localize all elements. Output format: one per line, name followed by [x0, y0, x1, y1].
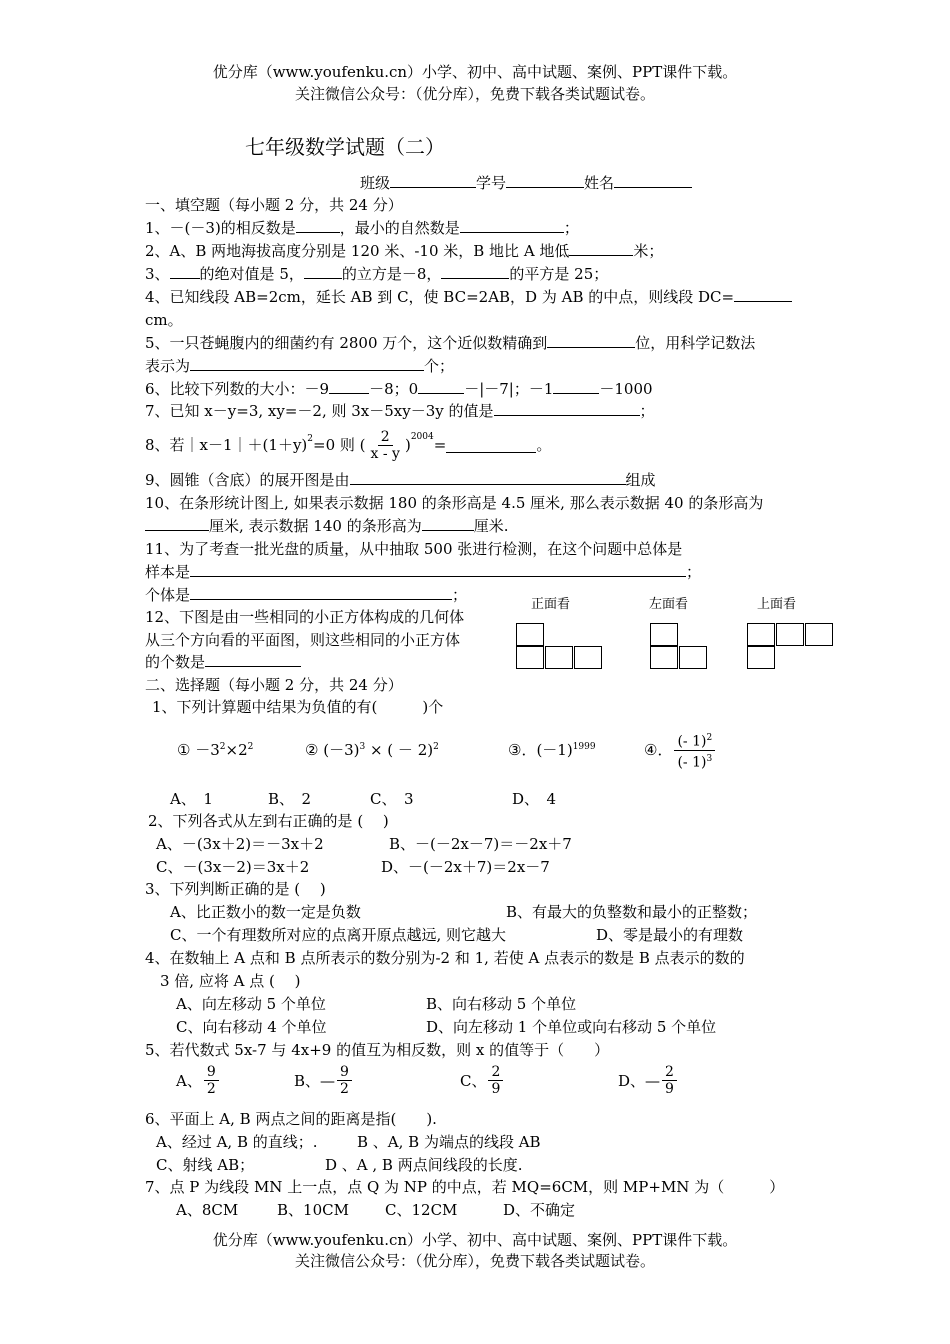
header-line-1: 优分库（www.youfenku.cn）小学、初中、高中试题、案例、PPT课件下载。 [212, 63, 738, 81]
s1-q4: 4、已知线段 AB=2cm，延长 AB 到 C，使 BC=2AB，D 为 AB 的中点，则线段 DC= [145, 287, 792, 307]
s2-q1-choice-d[interactable]: D、 4 [512, 790, 557, 808]
s2-q6-stem: 6、平面上 A, B 两点之间的距离是指( ). [145, 1110, 437, 1128]
left-view-label: 左面看 [649, 597, 689, 612]
s2-q4-choice-c[interactable]: C、向右移动 4 个单位 [176, 1018, 327, 1036]
s2-q3-choice-a[interactable]: A、比正数小的数一定是负数 [170, 903, 361, 921]
s1-q5: 5、一只苍蝇腹内的细菌约有 2800 万个，这个近似数精确到 位，用科学记数法 [145, 334, 756, 352]
s2-q3-choice-d[interactable]: D、零是最小的有理数 [596, 926, 744, 944]
answer-blank[interactable] [569, 241, 633, 256]
answer-blank[interactable] [460, 218, 564, 233]
view-square [650, 646, 678, 669]
student-info-line [360, 173, 692, 193]
view-square [650, 623, 678, 646]
s2-q7-stem: 7、点 P 为线段 MN 上一点，点 Q 为 NP 的中点，若 MQ=6CM，则 MP+MN 为（ ） [145, 1178, 785, 1196]
answer-blank[interactable] [350, 470, 626, 485]
s2-q4-choice-d[interactable]: D、向左移动 1 个单位或向右移动 5 个单位 [426, 1018, 717, 1036]
footer-line-1: 优分库（www.youfenku.cn）小学、初中、高中试题、案例、PPT课件下载。 [212, 1231, 738, 1249]
answer-blank[interactable] [205, 652, 301, 667]
s1-q3: 3、 的绝对值是 5， 的立方是－8， 的平方是 25； [145, 265, 609, 283]
view-square [545, 646, 573, 669]
s1-q11-sample: 样本是 ； [145, 563, 702, 581]
answer-blank[interactable] [494, 401, 640, 416]
answer-blank[interactable] [170, 264, 200, 279]
s1-q12-line2: 从三个方向看的平面图，则这些相同的小正方体 [145, 631, 461, 649]
view-square [516, 646, 544, 669]
answer-blank[interactable] [446, 438, 536, 453]
s2-q5-stem: 5、若代数式 5x-7 与 4x+9 的值互为相反数，则 x 的值等于（ ） [145, 1041, 610, 1059]
s2-q2-choice-a[interactable]: A、－(3x＋2)＝－3x＋2 [156, 835, 324, 853]
s1-q12-line1: 12、下图是由一些相同的小正方体构成的几何体 [145, 608, 465, 626]
s1-q11-individual: 个体是 ； [145, 586, 468, 604]
s2-q6-choice-b[interactable]: B 、A, B 为端点的线段 AB [357, 1133, 541, 1151]
s2-q6-choice-c[interactable]: C、射线 AB； [156, 1156, 255, 1174]
s2-q1-choice-a[interactable]: A、 1 [170, 790, 213, 808]
s2-q4-choice-a[interactable]: A、向左移动 5 个单位 [176, 995, 326, 1013]
s2-q2-choice-d[interactable]: D、－(－2x＋7)＝2x－7 [381, 858, 550, 876]
fraction: $\frac{(- 1)^2}{(- 1)^3}$ [674, 730, 715, 770]
s2-q7-choice-a[interactable]: A、8CM [176, 1201, 239, 1219]
s2-q3-choice-b[interactable]: B、有最大的负整数和最小的正整数； [506, 903, 758, 921]
s1-q10-cont: 厘米, 表示数据 140 的条形高为 厘米. [145, 516, 509, 536]
answer-blank[interactable] [190, 585, 452, 600]
s2-q4-choice-b[interactable]: B、向右移动 5 个单位 [426, 995, 577, 1013]
s1-q5-cont: 表示为 个； [145, 357, 455, 375]
s2-q1-stem: 1、下列计算题中结果为负值的有( )个 [152, 698, 444, 716]
s2-q1-option1: ① $-3^2\times 2^2$ [177, 741, 254, 759]
s2-q6-choice-a[interactable]: A、经过 A, B 的直线；. [156, 1133, 318, 1151]
answer-blank[interactable] [422, 516, 474, 531]
s2-q5-choice-c[interactable]: C、 $\frac{2}{9}$ [460, 1064, 505, 1097]
s1-q2: 2、A、B 两地海拔高度分别是 120 米、-10 米，B 地比 A 地低 米； [145, 242, 664, 260]
s2-q1-option2: ② $(-3)^3$ × ( － 2)$^2$ [305, 741, 439, 759]
s2-q3-choice-c[interactable]: C、一个有理数所对应的点离开原点越远, 则它越大 [170, 926, 507, 944]
answer-blank[interactable] [734, 287, 792, 302]
fraction: $\frac{2}{x - y}$ [370, 428, 400, 462]
s2-q7-choice-d[interactable]: D、不确定 [503, 1201, 576, 1219]
s2-q4-stem-cont: 3 倍, 应将 A 点 ( ) [160, 972, 301, 990]
view-square [747, 646, 775, 669]
s2-q3-stem: 3、下列判断正确的是 ( ) [145, 880, 326, 898]
front-view-label: 正面看 [531, 597, 571, 612]
answer-blank[interactable] [190, 356, 424, 371]
s2-q1-option4: ④． $\frac{(- 1)^2}{(- 1)^3}$ [644, 730, 717, 770]
answer-blank[interactable] [145, 516, 209, 531]
s1-q11: 11、为了考查一批光盘的质量，从中抽取 500 张进行检测，在这个问题中总体是 [145, 540, 683, 558]
s2-q1-option3: ③．$(-1)^{1999}$ [508, 741, 596, 759]
number-label: 学号 [476, 174, 507, 192]
s2-q5-choice-a[interactable]: A、 $\frac{9}{2}$ [176, 1064, 221, 1097]
s2-q5-choice-b[interactable]: B、— $\frac{9}{2}$ [294, 1064, 354, 1097]
s2-q2-choice-c[interactable]: C、－(3x－2)＝3x＋2 [156, 858, 310, 876]
class-blank[interactable] [390, 173, 476, 188]
answer-blank[interactable] [304, 264, 342, 279]
class-label: 班级 [360, 174, 391, 192]
s2-q7-choice-b[interactable]: B、10CM [277, 1201, 349, 1219]
header-line-2: 关注微信公众号：（优分库），免费下载各类试题试卷。 [294, 85, 655, 103]
s1-q6: 6、比较下列数的大小：－9 －8；0 －|－7|；－1 －1000 [145, 380, 653, 398]
view-square [679, 646, 707, 669]
answer-blank[interactable] [190, 562, 686, 577]
footer-line-2: 关注微信公众号：（优分库），免费下载各类试题试卷。 [294, 1252, 655, 1270]
section1-heading: 一、填空题（每小题 2 分，共 24 分） [145, 196, 403, 214]
name-blank[interactable] [614, 173, 692, 188]
s1-q10: 10、在条形统计图上, 如果表示数据 180 的条形高是 4.5 厘米, 那么表示数据 40 的条形高为 [145, 494, 764, 512]
answer-blank[interactable] [547, 333, 635, 348]
view-square [574, 646, 602, 669]
s1-q4-unit: cm。 [145, 311, 183, 329]
view-square [516, 623, 544, 646]
s1-q9: 9、圆锥（含底）的展开图是由 组成 [145, 471, 656, 489]
answer-blank[interactable] [553, 379, 599, 394]
number-blank[interactable] [506, 173, 584, 188]
answer-blank[interactable] [329, 379, 369, 394]
s2-q1-choice-b[interactable]: B、 2 [268, 790, 312, 808]
view-square [776, 623, 804, 646]
view-square [805, 623, 833, 646]
s1-q8: 8、若｜x－1｜＋(1＋y) $^2$ =0 则 ( $\frac{2}{x - y}$ ) $^{2004}$ = 。 [145, 428, 552, 462]
s1-q7: 7、已知 x－y=3, xy=－2, 则 3x－5xy－3y 的值是 ； [145, 402, 655, 420]
s2-q6-choice-d[interactable]: D 、A , B 两点间线段的长度. [325, 1156, 523, 1174]
answer-blank[interactable] [441, 264, 509, 279]
s1-q1: 1、－(－3)的相反数是 ，最小的自然数是 ； [145, 219, 579, 237]
answer-blank[interactable] [296, 218, 340, 233]
s2-q2-choice-b[interactable]: B、－(－2x－7)＝－2x＋7 [389, 835, 572, 853]
s1-q12-line3: 的个数是 [145, 652, 301, 672]
top-view-label: 上面看 [757, 597, 797, 612]
s2-q7-choice-c[interactable]: C、12CM [385, 1201, 458, 1219]
answer-blank[interactable] [418, 379, 464, 394]
s2-q2-stem: 2、下列各式从左到右正确的是 ( ) [148, 812, 389, 830]
s2-q1-choice-c[interactable]: C、 3 [370, 790, 414, 808]
name-label: 姓名 [584, 174, 615, 192]
s2-q5-choice-d[interactable]: D、— $\frac{2}{9}$ [618, 1064, 679, 1097]
page-title: 七年级数学试题（二） [245, 135, 445, 159]
view-square [747, 623, 775, 646]
s2-q4-stem: 4、在数轴上 A 点和 B 点所表示的数分别为-2 和 1, 若使 A 点表示的数是 B 点表示的数的 [145, 949, 745, 967]
section2-heading: 二、选择题（每小题 2 分，共 24 分） [145, 676, 403, 694]
